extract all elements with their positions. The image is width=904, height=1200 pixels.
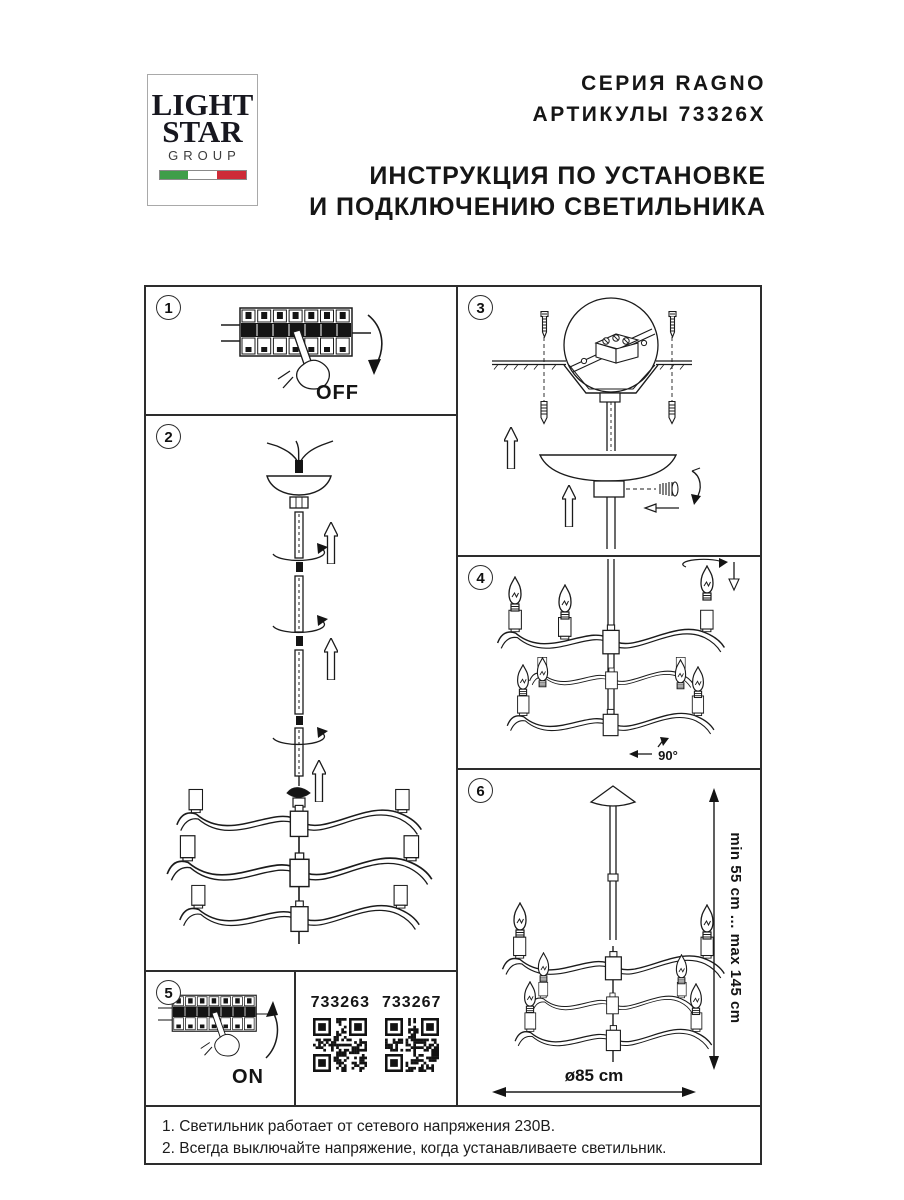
- panel-step-3: [456, 285, 762, 557]
- article-number-733263: 733263: [310, 994, 370, 1011]
- diameter-dimension-label: ø85 cm: [564, 1066, 624, 1085]
- panel-step-6: [456, 768, 762, 1107]
- panel-step-1: [144, 285, 458, 416]
- qr-code-733267: [385, 1018, 439, 1072]
- logo-word-group: GROUP: [168, 148, 241, 163]
- rod-assembly-diagram: [146, 416, 456, 970]
- step-3-number: 3: [468, 295, 493, 320]
- step-5-number: 5: [156, 980, 181, 1005]
- panel-step-4: [456, 555, 762, 770]
- bulb-install-diagram: [458, 557, 760, 768]
- off-label: OFF: [316, 382, 359, 404]
- series-title: СЕРИЯ RAGNO: [581, 72, 766, 95]
- qr-code-733263: [313, 1018, 367, 1072]
- lightstar-logo: [147, 74, 258, 206]
- note-2: 2. Всегда выключайте напряжение, когда устанавливаете светильник.: [162, 1140, 667, 1157]
- document-header: [309, 68, 766, 223]
- on-label: ON: [232, 1066, 264, 1088]
- logo-word-star: STAR: [162, 114, 243, 149]
- article-number-733267: 733267: [382, 994, 442, 1011]
- ceiling-mount-diagram: [458, 287, 760, 555]
- step-2-number: 2: [156, 424, 181, 449]
- safety-notes: [144, 1105, 762, 1165]
- panel-step-5: [144, 970, 296, 1107]
- height-dimension-label: min 55 cm ... max 145 cm: [727, 832, 744, 1024]
- qr-item: [311, 994, 370, 1072]
- breaker-off-diagram: [146, 287, 456, 414]
- qr-item: [382, 994, 441, 1072]
- dimensions-diagram: [458, 770, 760, 1105]
- note-1: 1. Светильник работает от сетевого напряжения 230В.: [162, 1118, 556, 1135]
- logo-word-light: LIGHT: [151, 87, 254, 122]
- step-6-number: 6: [468, 778, 493, 803]
- panel-qr-codes: [294, 970, 458, 1107]
- instruction-title: ИНСТРУКЦИЯ ПО УСТАНОВКЕ И ПОДКЛЮЧЕНИЮ СВЕТИЛЬНИКА: [309, 162, 766, 221]
- rotate-90-label: 90°: [658, 748, 678, 763]
- italian-flag-bar: [159, 170, 247, 180]
- articles-title: АРТИКУЛЫ 73326X: [532, 103, 766, 126]
- panel-step-2: [144, 414, 458, 972]
- step-1-number: 1: [156, 295, 181, 320]
- step-4-number: 4: [468, 565, 493, 590]
